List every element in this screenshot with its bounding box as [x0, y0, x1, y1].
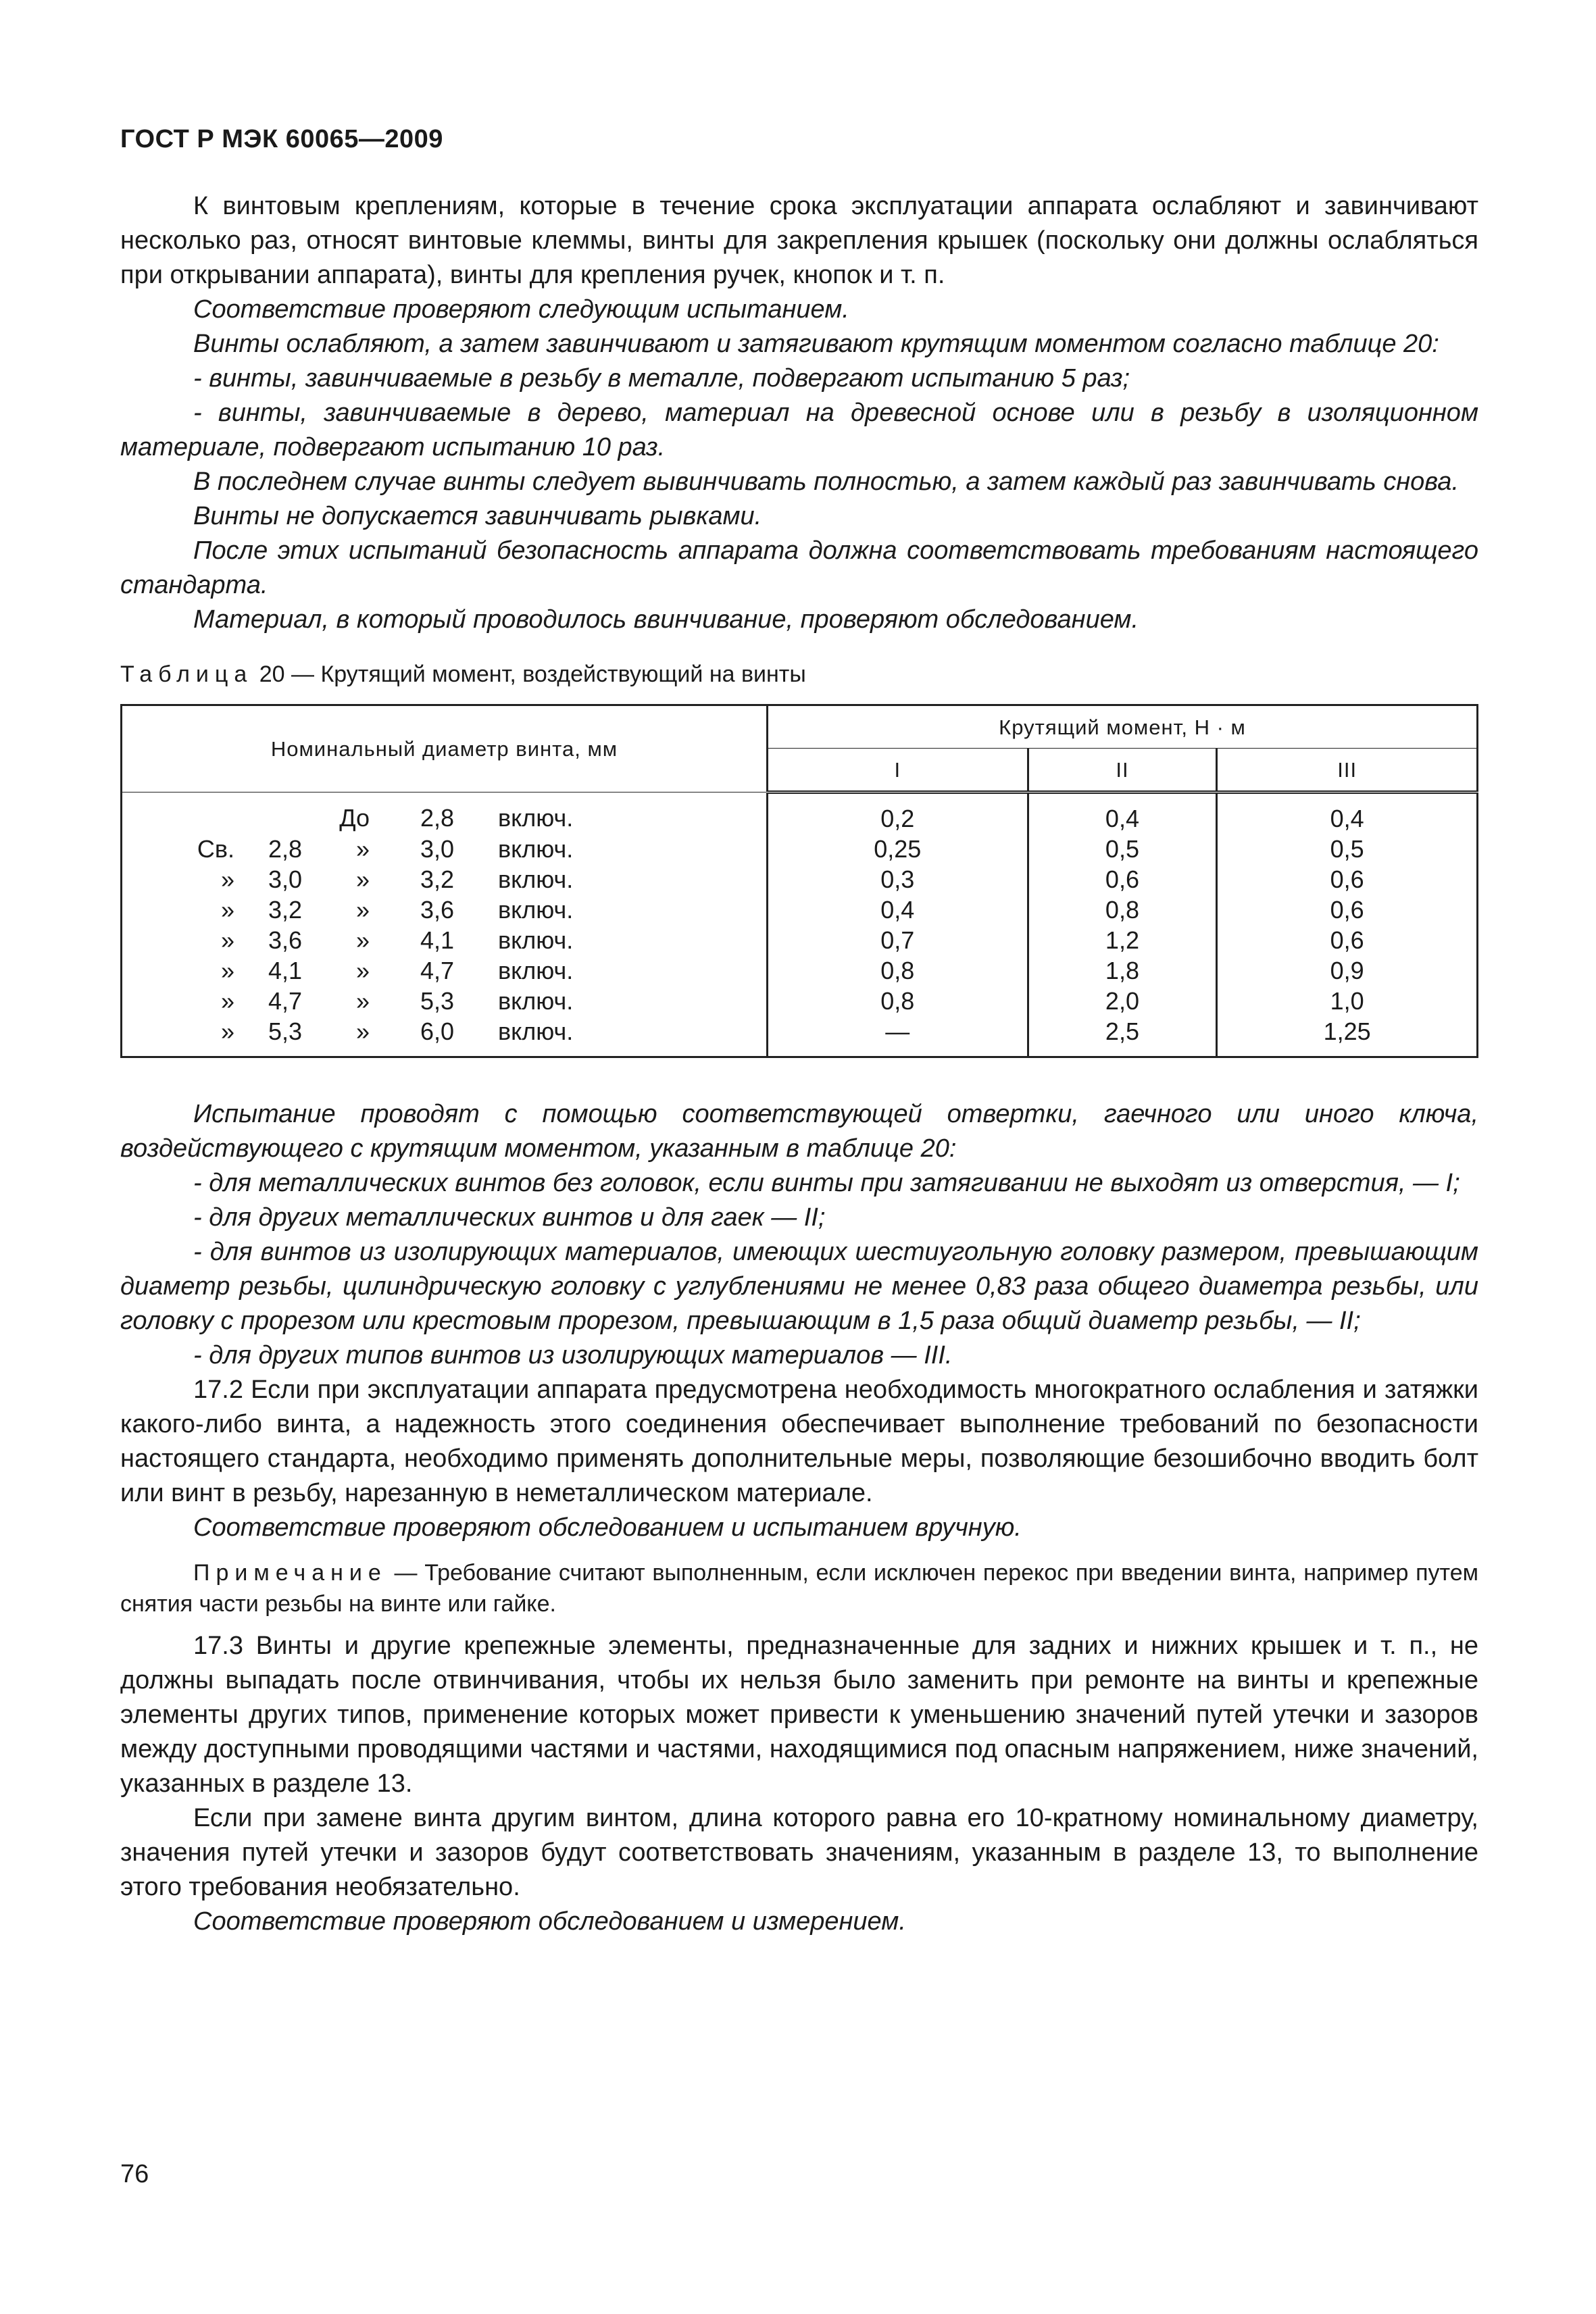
diameter-prefix: » — [220, 957, 234, 984]
table-row — [122, 793, 1478, 834]
header-diameter: Номинальный диаметр винта, мм — [122, 705, 768, 793]
note-label: Примечание — [193, 1560, 387, 1586]
table-row — [122, 925, 1478, 955]
cell-torque-III: 0,6 — [1217, 895, 1478, 925]
paragraph: - для винтов из изолирующих материалов, имеющих шестиугольную головку размером, превышающим диаметр резьбы, цилиндрическую головку с углублениями не менее 0,83 раза общего диаметра резьбы, или головку с прорезом или крестовым прорезом, превышающим в 1,5 раза общий диаметр резьбы, — II; — [120, 1238, 1478, 1335]
paragraph: - для других типов винтов из изолирующих материалов — III. — [193, 1341, 953, 1369]
bottom-text-block — [120, 1097, 1478, 1545]
diameter-to: 2,8 — [420, 804, 454, 832]
cell-torque-III: 0,4 — [1217, 793, 1478, 834]
cell-torque-III: 0,6 — [1217, 925, 1478, 955]
diameter-from: 3,6 — [268, 926, 302, 954]
diameter-to-prefix: До — [339, 804, 370, 832]
cell-torque-I: 0,25 — [768, 834, 1028, 864]
diameter-to: 3,0 — [420, 835, 454, 863]
diameter-inclusive: включ. — [498, 1017, 574, 1045]
diameter-to-prefix: » — [355, 865, 370, 893]
cell-diameter — [122, 1016, 768, 1057]
cell-torque-I: 0,8 — [768, 986, 1028, 1016]
cell-diameter — [122, 834, 768, 864]
cell-torque-II: 1,2 — [1028, 925, 1217, 955]
cell-torque-II: 0,5 — [1028, 834, 1217, 864]
paragraph: После этих испытаний безопасность аппарата должна соответствовать требованиям настоящего стандарта. — [120, 536, 1478, 599]
diameter-inclusive: включ. — [498, 896, 574, 924]
cell-torque-III: 0,6 — [1217, 864, 1478, 895]
table-body — [122, 793, 1478, 1057]
diameter-to-prefix: » — [355, 1017, 370, 1045]
diameter-inclusive: включ. — [498, 804, 574, 832]
diameter-inclusive: включ. — [498, 835, 574, 863]
table-row — [122, 864, 1478, 895]
diameter-to: 6,0 — [420, 1017, 454, 1045]
cell-torque-II: 1,8 — [1028, 955, 1217, 986]
cell-torque-II: 2,0 — [1028, 986, 1217, 1016]
diameter-inclusive: включ. — [498, 957, 574, 984]
cell-torque-II: 0,8 — [1028, 895, 1217, 925]
diameter-from: 5,3 — [268, 1017, 302, 1045]
header-torque: Крутящий момент, Н · м — [768, 705, 1478, 749]
diameter-prefix: » — [220, 896, 234, 924]
table-row — [122, 1016, 1478, 1057]
paragraph: Соответствие проверяют обследованием и испытанием вручную. — [193, 1513, 1022, 1542]
paragraph: Если при замене винта другим винтом, длина которого равна его 10-кратному номинальному диаметру, значения путей утечки и зазоров будут соответствовать значениям, указанным в разделе 13, то выполнение этого требования необязательно. — [120, 1804, 1478, 1901]
header-col-III: III — [1217, 749, 1478, 793]
paragraph: Соответствие проверяют следующим испытанием. — [193, 295, 849, 324]
cell-torque-I: 0,3 — [768, 864, 1028, 895]
table-row — [122, 834, 1478, 864]
paragraph: 17.3 Винты и другие крепежные элементы, предназначенные для задних и нижних крышек и т. п., не должны выпадать после отвинчивания, чтобы их нельзя было заменить при ремонте на винты и крепежные элементы других типов, применение которых может привести к уменьшению значений путей утечки и зазоров между доступными проводящими частями и частями, находящимися под опасным напряжением, ниже значений, указанных в разделе 13. — [120, 1632, 1478, 1798]
paragraph: 17.2 Если при эксплуатации аппарата предусмотрена необходимость многократного ослабления и затяжки какого-либо винта, а надежность этого соединения обеспечивает выполнение требований по безопасности настоящего стандарта, необходимо применять дополнительные меры, позволяющие безошибочно вводить болт или винт в резьбу, нарезанную в неметаллическом материале. — [120, 1376, 1478, 1507]
page-number: 76 — [120, 2160, 149, 2188]
cell-diameter — [122, 793, 768, 834]
table-row — [122, 955, 1478, 986]
paragraph: - винты, завинчиваемые в дерево, материал на древесной основе или в резьбу в изоляционном материале, подвергают испытанию 10 раз. — [120, 399, 1478, 461]
cell-torque-I: 0,2 — [768, 793, 1028, 834]
document-header: ГОСТ Р МЭК 60065—2009 — [120, 125, 443, 153]
paragraph: Соответствие проверяют обследованием и измерением. — [193, 1907, 906, 1936]
paragraph: Материал, в который проводилось ввинчивание, проверяют обследованием. — [193, 605, 1139, 634]
note — [120, 1557, 1478, 1619]
cell-torque-III: 1,0 — [1217, 986, 1478, 1016]
diameter-to: 3,6 — [420, 896, 454, 924]
diameter-to-prefix: » — [355, 896, 370, 924]
diameter-from: 2,8 — [268, 835, 302, 863]
paragraph: Винты не допускается завинчивать рывками. — [193, 502, 762, 530]
diameter-to-prefix: » — [355, 926, 370, 954]
diameter-from: 3,0 — [268, 865, 302, 893]
cell-torque-II: 2,5 — [1028, 1016, 1217, 1057]
diameter-to-prefix: » — [355, 987, 370, 1015]
diameter-prefix: » — [220, 987, 234, 1015]
paragraph: - винты, завинчиваемые в резьбу в металле, подвергают испытанию 5 раз; — [193, 364, 1130, 393]
diameter-from: 4,1 — [268, 957, 302, 984]
table-caption — [120, 661, 1478, 688]
top-text-block — [120, 189, 1478, 637]
paragraph: Испытание проводят с помощью соответствующей отвертки, гаечного или иного ключа, воздействующего с крутящим моментом, указанным в таблице 20: — [120, 1100, 1478, 1163]
diameter-to: 5,3 — [420, 987, 454, 1015]
diameter-to: 4,1 — [420, 926, 454, 954]
diameter-prefix: » — [220, 926, 234, 954]
cell-diameter — [122, 925, 768, 955]
end-text-block — [120, 1629, 1478, 1939]
table-row — [122, 986, 1478, 1016]
diameter-prefix: » — [220, 1017, 234, 1045]
paragraph: - для металлических винтов без головок, если винты при затягивании не выходят из отверстия, — I; — [193, 1169, 1460, 1197]
diameter-to: 3,2 — [420, 865, 454, 893]
cell-torque-III: 0,9 — [1217, 955, 1478, 986]
paragraph: - для других металлических винтов и для гаек — II; — [193, 1203, 826, 1232]
cell-torque-II: 0,4 — [1028, 793, 1217, 834]
diameter-inclusive: включ. — [498, 926, 574, 954]
cell-torque-II: 0,6 — [1028, 864, 1217, 895]
table-row — [122, 895, 1478, 925]
diameter-from: 4,7 — [268, 987, 302, 1015]
cell-torque-I: 0,7 — [768, 925, 1028, 955]
note-text: — Требование считают выполненным, если исключен перекос при введении винта, например путем снятия части резьбы на винте или гайке. — [120, 1560, 1478, 1617]
cell-torque-I: 0,8 — [768, 955, 1028, 986]
table-caption-label: Таблица — [120, 661, 253, 687]
paragraph: В последнем случае винты следует вывинчивать полностью, а затем каждый раз завинчивать снова. — [193, 468, 1460, 496]
cell-diameter — [122, 895, 768, 925]
cell-torque-III: 1,25 — [1217, 1016, 1478, 1057]
cell-diameter — [122, 864, 768, 895]
cell-torque-I: 0,4 — [768, 895, 1028, 925]
diameter-prefix: Св. — [197, 835, 234, 863]
diameter-prefix: » — [220, 865, 234, 893]
header-col-II: II — [1028, 749, 1217, 793]
diameter-from: 3,2 — [268, 896, 302, 924]
diameter-to: 4,7 — [420, 957, 454, 984]
table-caption-text: 20 — Крутящий момент, воздействующий на винты — [253, 661, 806, 687]
cell-diameter — [122, 955, 768, 986]
diameter-inclusive: включ. — [498, 987, 574, 1015]
torque-table — [120, 704, 1478, 1058]
diameter-to-prefix: » — [355, 957, 370, 984]
cell-torque-I: — — [768, 1016, 1028, 1057]
diameter-inclusive: включ. — [498, 865, 574, 893]
paragraph: Винты ослабляют, а затем завинчивают и затягивают крутящим моментом согласно таблице 20: — [193, 330, 1439, 358]
header-col-I: I — [768, 749, 1028, 793]
diameter-to-prefix: » — [355, 835, 370, 863]
cell-torque-III: 0,5 — [1217, 834, 1478, 864]
paragraph: К винтовым креплениям, которые в течение срока эксплуатации аппарата ослабляют и завинчивают несколько раз, относят винтовые клеммы, винты для закрепления крышек (поскольку они должны ослабляться при открывании аппарата), винты для крепления ручек, кнопок и т. п. — [120, 192, 1478, 289]
cell-diameter — [122, 986, 768, 1016]
